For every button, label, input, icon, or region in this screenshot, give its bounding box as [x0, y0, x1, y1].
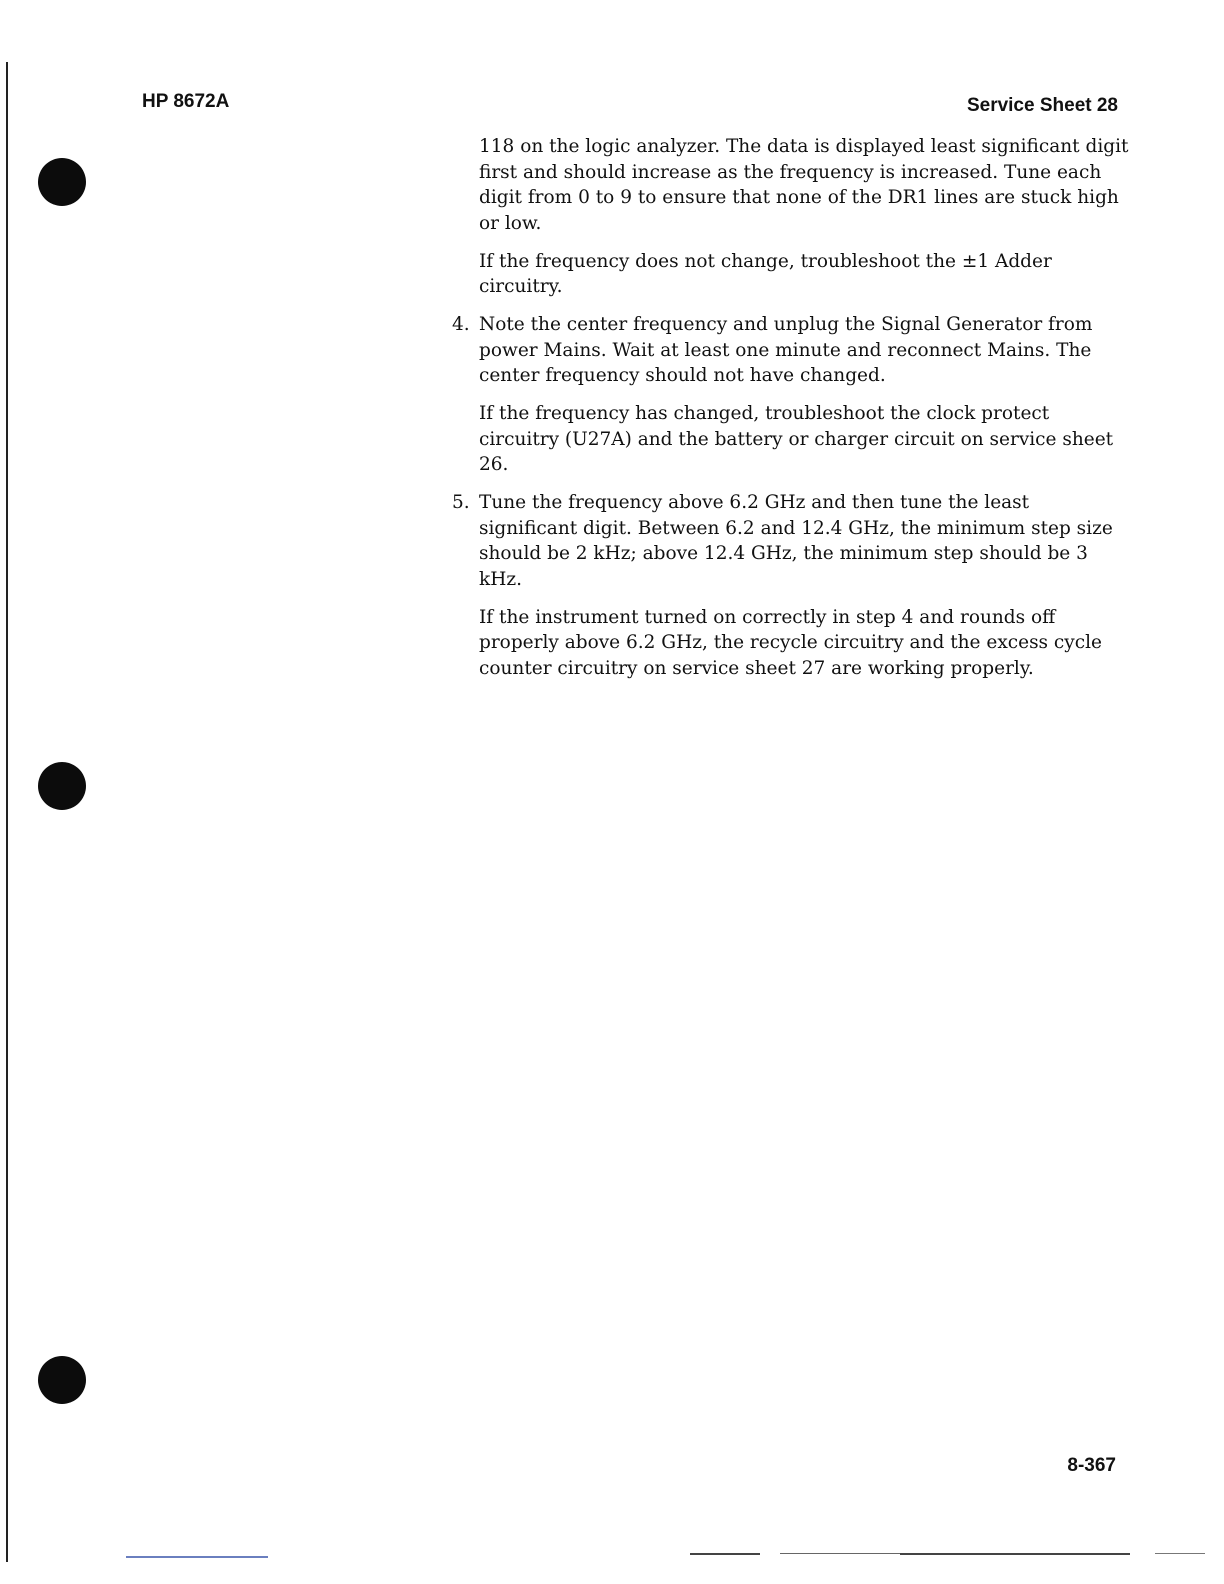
scan-edge-mark	[900, 1553, 1130, 1555]
step-item	[440, 312, 1130, 389]
step-text: Tune the frequency above 6.2 GHz and then tune the least significant digit. Between 6.2 and 12.4 GHz, the minimum step size should be 2 kHz; above 12.4 GHz, the minimum step should be 3 kHz.	[479, 492, 1113, 590]
step-item	[440, 490, 1130, 592]
page-number: 8-367	[1067, 1455, 1116, 1476]
scan-edge-mark	[126, 1556, 268, 1558]
intro-note: If the frequency does not change, troubleshoot the ±1 Adder circuitry.	[479, 250, 1052, 297]
binding-edge-line	[6, 62, 8, 1562]
service-sheet-header: Service Sheet 28	[966, 95, 1118, 116]
punch-hole-bottom	[38, 1356, 86, 1404]
page-body	[440, 134, 1130, 694]
step-text: Note the center frequency and unplug the Signal Generator from power Mains. Wait at least one minute and reconnect Mains. The center frequency should not have changed.	[479, 314, 1093, 386]
intro-paragraph: 118 on the logic analyzer. The data is displayed least significant digit first and should increase as the frequency is increased. Tune each digit from 0 to 9 to ensure that none of the DR1 lines are stuck high or low.	[479, 136, 1129, 234]
manual-model-header: HP 8672A	[142, 91, 230, 112]
step-number: 4.	[452, 314, 470, 335]
scan-edge-mark	[690, 1553, 760, 1555]
punch-hole-top	[38, 158, 86, 206]
scan-edge-mark	[1155, 1553, 1205, 1554]
punch-hole-middle	[38, 762, 86, 810]
step-number: 5.	[452, 492, 470, 513]
step-note: If the instrument turned on correctly in step 4 and rounds off properly above 6.2 GHz, the recycle circuitry and the excess cycle counter circuitry on service sheet 27 are working properly.	[479, 606, 1102, 679]
step-note: If the frequency has changed, troubleshoot the clock protect circuitry (U27A) and the battery or charger circuit on service sheet 26.	[479, 403, 1114, 475]
